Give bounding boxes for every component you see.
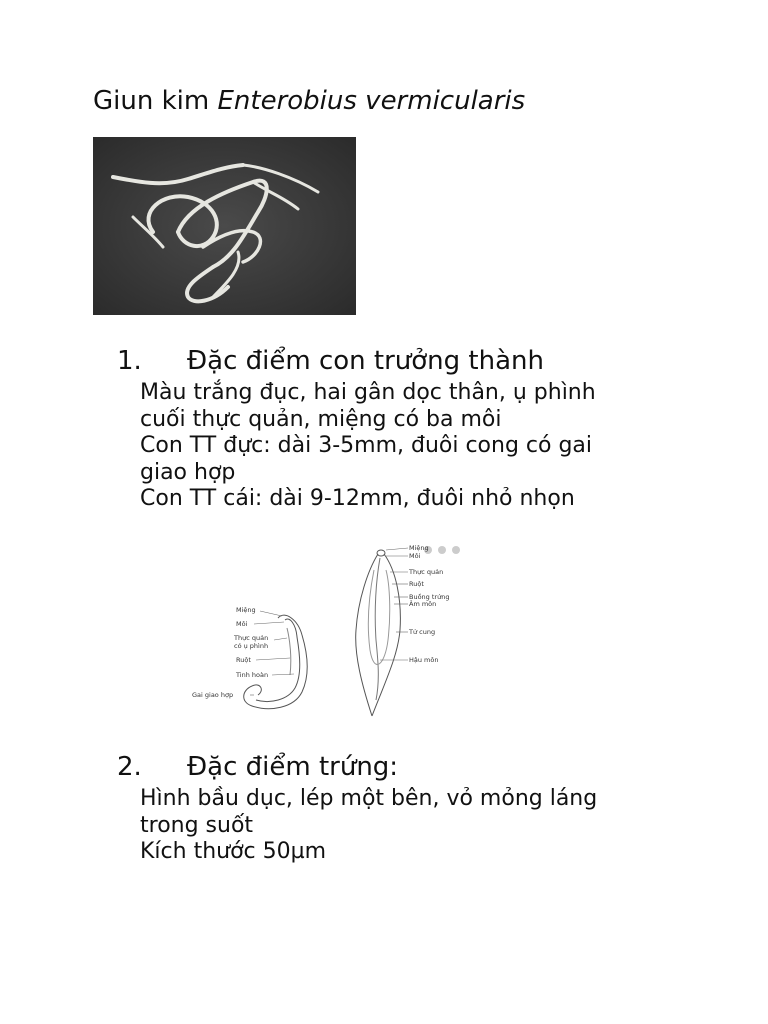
pinworm-photo (93, 137, 356, 315)
section-1-line: cuối thực quản, miệng có ba môi (140, 406, 502, 432)
title-common-name: Giun kim (93, 86, 210, 116)
male-label-bulb: có ụ phình (234, 642, 269, 650)
section-1-number: 1. (117, 346, 142, 376)
female-label-vulva: Âm môn (409, 600, 437, 608)
male-worm-drawing (244, 615, 308, 708)
male-label-esophagus: Thực quản (234, 634, 269, 642)
male-label-lips: Môi (236, 620, 248, 628)
female-label-uterus: Tử cung (409, 628, 436, 636)
title-scientific-name: Enterobius vermicularis (217, 86, 526, 116)
section-1-line: Màu trắng đục, hai gân dọc thân, ụ phình (140, 380, 596, 405)
female-label-esophagus: Thực quản (409, 568, 444, 576)
section-2-body (140, 786, 700, 866)
page-title (93, 86, 525, 116)
section-1-line: giao hợp (140, 459, 236, 485)
section-2-number: 2. (117, 752, 142, 782)
female-label-anus: Hậu môn (409, 656, 439, 664)
male-label-mouth: Miệng (236, 606, 256, 614)
female-label-lips: Môi (409, 552, 421, 560)
section-2-line: Hình bầu dục, lép một bên, vỏ mỏng láng (140, 786, 598, 811)
section-1-title: Đặc điểm con trưởng thành (187, 346, 544, 376)
pinworm-anatomy-diagram (190, 540, 470, 720)
female-worm-drawing (356, 550, 401, 716)
male-label-spicule: Gai giao hợp (192, 691, 234, 699)
male-label-testis: Tinh hoàn (236, 671, 269, 679)
female-label-ovary: Buồng trứng (409, 593, 450, 601)
female-label-mouth: Miệng (409, 544, 429, 552)
section-2-line: Kích thước 50µm (140, 839, 327, 864)
section-2-line: trong suốt (140, 812, 254, 838)
section-2-title: Đặc điểm trứng: (187, 752, 399, 782)
male-labels (250, 611, 294, 695)
section-1-line: Con TT đực: dài 3-5mm, đuôi cong có gai (140, 433, 593, 458)
female-header-marks (424, 546, 460, 554)
female-label-intestine: Ruột (409, 580, 424, 588)
section-1-body (140, 380, 700, 513)
male-label-intestine: Ruột (236, 656, 251, 664)
female-labels (380, 548, 408, 660)
section-1-line: Con TT cái: dài 9-12mm, đuôi nhỏ nhọn (140, 486, 575, 511)
